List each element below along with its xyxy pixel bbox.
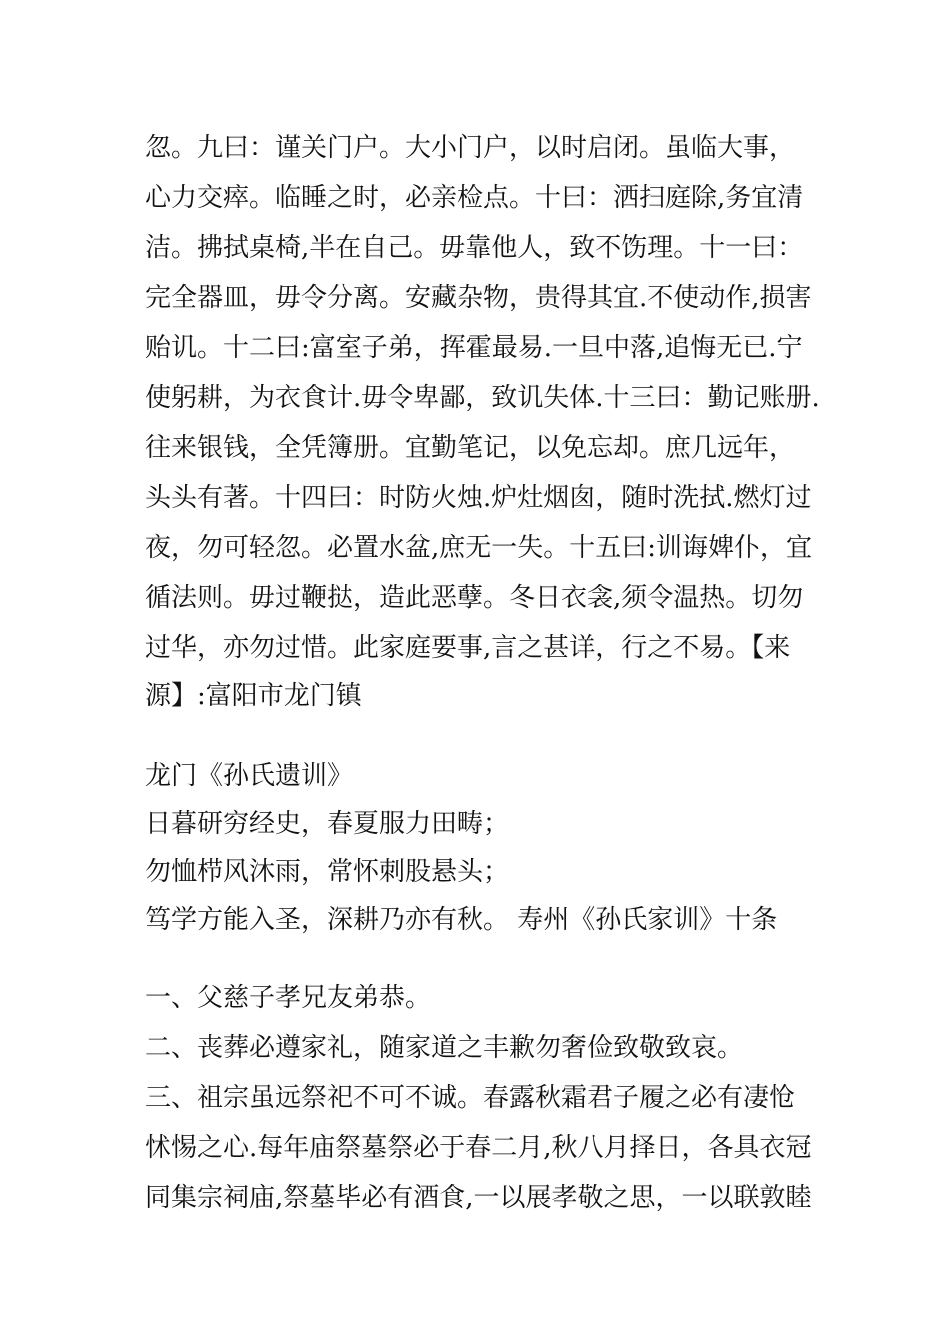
text-line: 循法则。毋过鞭挞，造此恶孽。冬日衣衾,须令温热。切勿 [145, 583, 804, 613]
text-line: 完全器皿，毋令分离。安藏杂物，贵得其宜.不使动作,损害 [145, 283, 812, 313]
list-item: 二、丧葬必遵家礼，随家道之丰歉勿奢俭致敬致哀。 [145, 1033, 744, 1063]
text-line: 洁。拂拭桌椅,半在自己。毋靠他人，致不饬理。十一曰： [145, 233, 804, 263]
poem-line: 日暮研穷经史，春夏服力田畴； [145, 809, 510, 839]
text-line: 夜，勿可轻忽。必置水盆,庶无一失。十五曰:训诲婢仆，宜 [145, 533, 813, 563]
text-line: 源】:富阳市龙门镇 [145, 681, 362, 711]
text-line: 头头有著。十四曰：时防火烛.炉灶烟囱，随时洗拭.燃灯过 [145, 483, 812, 513]
list-item: 三、祖宗虽远祭祀不可不诚。春露秋霜君子履之必有凄怆 [145, 1083, 796, 1113]
poem-line: 笃学方能入圣，深耕乃亦有秋。 寿州《孙氏家训》十条 [145, 905, 778, 935]
text-line: 使躬耕，为衣食计.毋令卑鄙，致讥失体.十三曰：勤记账册. [145, 383, 820, 413]
section-title: 龙门《孙氏遗训》 [145, 761, 354, 791]
text-line: 往来银钱，全凭簿册。宜勤笔记，以免忘却。庶几远年， [145, 433, 796, 463]
list-item: 怵惕之心.每年庙祭墓祭必于春二月,秋八月择日，各具衣冠 [145, 1133, 812, 1163]
text-line: 贻讥。十二曰:富室子弟，挥霍最易.一旦中落,追悔无已.宁 [145, 333, 803, 363]
text-line: 心力交瘁。临睡之时，必亲检点。十曰：洒扫庭除,务宜清 [145, 183, 804, 213]
list-item: 同集宗祠庙,祭墓毕必有酒食,一以展孝敬之思，一以联敦睦 [145, 1183, 812, 1213]
list-item: 一、父慈子孝兄友弟恭。 [145, 983, 432, 1013]
text-line: 过华，亦勿过惜。此家庭要事,言之甚详，行之不易。【来 [145, 633, 791, 663]
poem-line: 勿恤栉风沐雨，常怀刺股悬头； [145, 857, 510, 887]
text-line: 忽。九曰：谨关门户。大小门户，以时启闭。虽临大事， [145, 133, 796, 163]
